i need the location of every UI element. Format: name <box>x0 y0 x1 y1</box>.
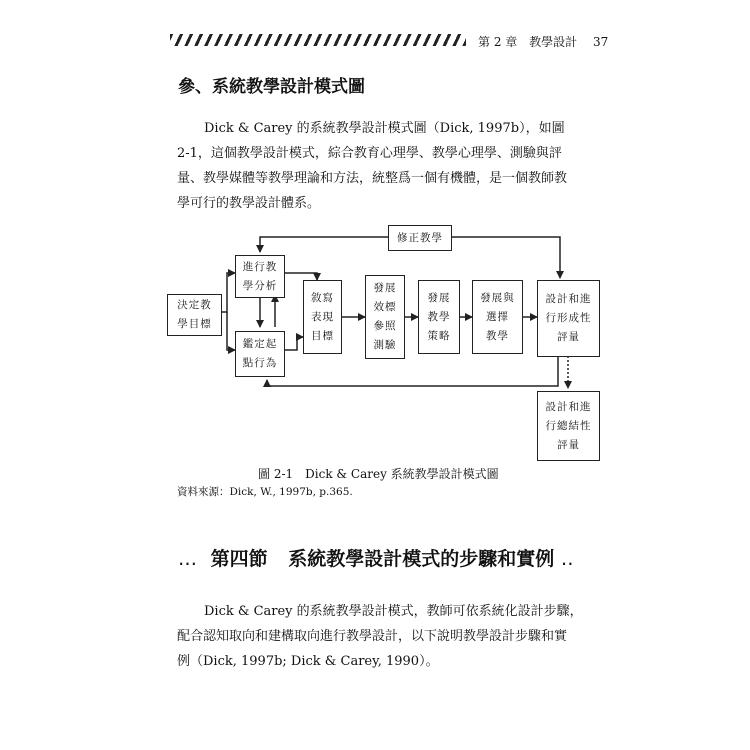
box-formative-evaluation <box>537 280 600 357</box>
box-label: 評量 <box>557 331 580 343</box>
box-label: 策略 <box>427 329 451 342</box>
box-identify-goals <box>167 294 222 336</box>
heading-trail-dots: ‥ <box>560 548 575 570</box>
paragraph-line: 學可行的教學設計體系。 <box>177 196 321 211</box>
paragraph-1 <box>177 116 590 216</box>
box-instructional-analysis <box>235 255 285 298</box>
paragraph-line: 2-1，這個教學設計模式，綜合教育心理學、教學心理學、測驗與評 <box>177 146 562 161</box>
box-instructional-materials <box>472 280 523 354</box>
section-heading <box>178 544 575 571</box>
running-header <box>478 33 608 50</box>
box-label: 教學 <box>427 310 451 323</box>
box-performance-objectives <box>303 280 342 354</box>
box-label: 目標 <box>311 329 334 342</box>
box-label: 選擇 <box>486 310 509 323</box>
box-label: 設計和進 <box>545 293 592 305</box>
paragraph-line: Dick & Carey 的系統教學設計模式圖（Dick, 1997b），如圖 <box>204 121 565 136</box>
paragraph-line: 量、教學媒體等教學理論和方法，統整爲一個有機體，是一個教師教 <box>177 171 568 186</box>
chapter-title: 教學設計 <box>529 35 578 49</box>
box-label: 學分析 <box>242 279 278 292</box>
paragraph-2 <box>177 599 590 674</box>
figure-source: 資料來源：Dick, W., 1997b, p.365. <box>177 486 353 498</box>
page-number: 37 <box>592 35 609 49</box>
heading-lead-dots: … <box>178 548 198 570</box>
box-label: 學目標 <box>177 318 212 330</box>
box-label: 鑑定起 <box>242 338 278 350</box>
subsection-title: 參、系統教學設計模式圖 <box>178 77 365 97</box>
section-title: 系統教學設計模式的步驟和實例 <box>288 548 555 570</box>
figure-caption: 圖 2-1 Dick & Carey 系統教學設計模式圖 <box>258 467 499 481</box>
box-label: 參照 <box>373 320 397 332</box>
box-label: 發展 <box>373 282 397 294</box>
box-criterion-tests <box>365 275 405 359</box>
box-label: 修正教學 <box>397 231 443 244</box>
box-label: 進行教 <box>242 260 278 273</box>
box-label: 發展與 <box>480 291 515 304</box>
box-instructional-strategy <box>418 280 460 354</box>
box-label: 教學 <box>486 329 509 342</box>
paragraph-line: 配合認知取向和建構取向進行教學設計，以下說明教學設計步驟和實 <box>177 629 568 644</box>
box-label: 決定教 <box>177 299 212 311</box>
section-number: 第四節 <box>210 548 268 570</box>
box-label: 設計和進 <box>545 400 592 413</box>
paragraph-line: 例（Dick, 1997b; Dick & Carey, 1990）。 <box>177 654 439 669</box>
box-label: 評量 <box>557 438 580 451</box>
box-revise-instruction <box>388 225 452 251</box>
box-label: 效標 <box>373 301 397 313</box>
box-entry-behaviors <box>235 331 285 377</box>
paragraph-line: Dick & Carey 的系統教學設計模式，教師可依系統化設計步驟， <box>204 604 583 619</box>
box-summative-evaluation <box>537 391 600 461</box>
box-label: 發展 <box>427 291 451 304</box>
box-label: 行形成性 <box>545 312 592 324</box>
box-label: 敘寫 <box>311 291 334 304</box>
header-decoration <box>170 34 466 46</box>
chapter-label: 第 2 章 <box>478 35 518 49</box>
box-label: 表現 <box>311 310 334 323</box>
box-label: 行總結性 <box>545 419 592 432</box>
box-label: 測驗 <box>373 339 397 351</box>
box-label: 點行為 <box>242 357 278 369</box>
dick-carey-model-diagram <box>160 222 610 467</box>
